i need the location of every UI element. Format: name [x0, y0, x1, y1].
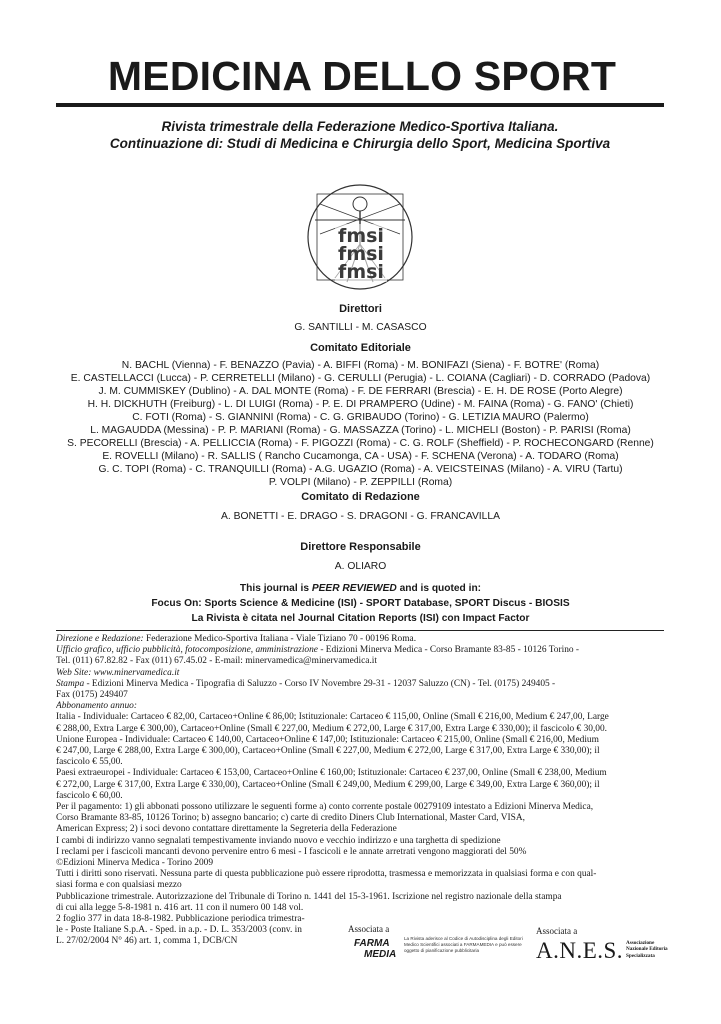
- direttore-responsabile-name: A. OLIARO: [334, 561, 387, 572]
- indexing-line: Focus On: Sports Science & Medicine (ISI) - SPORT Database, SPORT Discus - BIOSIS: [151, 598, 570, 609]
- editorial-board-line: J. M. CUMMISKEY (Dublino) - A. DAL MONTE (Roma) - F. DE FERRARI (Brescia) - E. H. DE ROSE (Porto Alegre): [98, 386, 623, 397]
- imprint-line: [56, 634, 668, 645]
- comitato-redazione-section: [20, 490, 701, 523]
- farmamedia-association: [348, 924, 523, 960]
- subtitle-line-1: Rivista trimestrale della Federazione Medico-Sportiva Italiana.: [161, 119, 559, 134]
- ufficio-text: - Edizioni Minerva Medica - Corso Bramante 83-85 - 10126 Torino -: [317, 645, 580, 656]
- comitato-redazione-heading: Comitato di Redazione: [301, 491, 420, 503]
- editorial-board-line: P. VOLPI (Milano) - P. ZEPPILLI (Roma): [268, 477, 453, 488]
- publication-line: di cui alla legge 5-8-1981 n. 416 art. 11 con il numero 00 148 vol.: [56, 902, 304, 913]
- direttore-responsabile-heading: Direttore Responsabile: [300, 541, 421, 553]
- imprint-line: Fax (0175) 249407: [56, 690, 128, 701]
- quoted-in-text: and is quoted in:: [396, 583, 482, 594]
- notice-line: I reclami per i fascicoli mancanti devono pervenire entro 6 mesi - I fascicoli e le annate arretrati vengono maggiorati del 50%: [56, 846, 527, 857]
- peer-review-line: [20, 581, 701, 596]
- editorial-board-line: G. C. TOPI (Roma) - C. TRANQUILLI (Roma) - A.G. UGAZIO (Roma) - A. VEICSTEINAS (Milano) - A. VIRU (Tartu): [98, 464, 623, 475]
- rights-line: Tutti i diritti sono riservati. Nessuna parte di questa pubblicazione può essere riprodotta, trasmessa e memorizzata in qualsiasi forma e con qual-: [56, 869, 597, 880]
- fmsi-logo: [305, 182, 415, 292]
- imprint-line: [56, 645, 668, 656]
- copyright-line: ©Edizioni Minerva Medica - Torino 2009: [56, 858, 214, 869]
- subscription-line: Paesi extraeuropei - Individuale: Cartaceo € 153,00, Cartaceo+Online € 160,00; Istituzionale: Cartaceo € 237,00, Online (Small € 238,00, Medium: [56, 768, 607, 779]
- subscription-line: Italia - Individuale: Cartaceo € 82,00, Cartaceo+Online € 86,00; Istituzionale: Cartaceo € 115,00, Online (Small € 216,00, Medium € 247,00, Large: [56, 712, 609, 723]
- subscription-line: fascicolo € 60,00.: [56, 790, 123, 801]
- subscription-line: € 272,00, Large € 317,00, Extra Large € 330,00), Cartaceo+Online (Small € 249,00, Medium € 299,00, Large € 349,00, Extra Large € 360,00); il: [56, 779, 600, 790]
- imprint-line: [56, 679, 668, 690]
- stampa-label: Stampa: [56, 678, 85, 689]
- journal-subtitle: [40, 118, 680, 152]
- anes-logo: A.N.E.S.: [536, 938, 624, 963]
- logo-text-top: fmsi: [338, 225, 384, 247]
- logo-text-middle: fmsi: [338, 243, 384, 265]
- publication-line: le - Poste Italiane S.p.A. - Sped. in a.p. - D. L. 353/2003 (conv. in: [56, 925, 302, 936]
- journal-info: [20, 581, 701, 626]
- editorial-board-line: L. MAGAUDDA (Messina) - P. P. MARIANI (Roma) - G. MASSAZZA (Torino) - L. MICHELI (Boston) - P. PARISI (Roma): [90, 425, 631, 436]
- direttori-names: G. SANTILLI - M. CASASCO: [294, 322, 427, 333]
- farmamedia-logo-line-2: MEDIA: [364, 949, 397, 960]
- comitato-editoriale-heading: Comitato Editoriale: [310, 342, 411, 354]
- editorial-board-line: C. FOTI (Roma) - S. GIANNINI (Roma) - C. G. GRIBAUDO (Torino) - G. LETIZIA MAURO (Palermo): [132, 412, 589, 423]
- anes-association: [536, 926, 668, 963]
- editorial-board-line: E. CASTELLACCI (Lucca) - P. CERRETELLI (Milano) - G. CERULLI (Perugia) - L. COIANA (Cagliari) - D. CORRADO (Padova): [70, 373, 651, 384]
- editorial-board-line: E. ROVELLI (Milano) - R. SALLIS ( Rancho Cucamonga, CA - USA) - F. SCHENA (Verona) - A. TODARO (Roma): [102, 451, 619, 462]
- subtitle-line-2: Continuazione di: Studi di Medicina e Chirurgia dello Sport, Medicina Sportiva: [109, 136, 611, 151]
- subscription-line: fascicolo € 55,00.: [56, 757, 123, 768]
- peer-review-text: This journal is: [239, 583, 312, 594]
- imprint-line: Web Site: www.minervamedica.it: [56, 667, 180, 678]
- direttori-section: [20, 302, 701, 334]
- imprint-block: [56, 634, 668, 948]
- publication-line: L. 27/02/2004 N° 46) art. 1, comma 1, DCB/CN: [56, 936, 238, 947]
- peer-reviewed-emphasis: PEER REVIEWED: [311, 583, 397, 594]
- imprint-line: Abbonamento annuo:: [56, 701, 137, 712]
- impact-factor-line: La Rivista è citata nel Journal Citation Reports (ISI) con Impact Factor: [191, 613, 530, 624]
- editorial-board-line: S. PECORELLI (Brescia) - A. PELLICCIA (Roma) - F. PIGOZZI (Roma) - C. G. ROLF (Sheffield) - P. ROCHECONGARD (Renne): [67, 438, 654, 449]
- direttori-heading: Direttori: [339, 303, 382, 315]
- title-rule: [56, 103, 664, 107]
- publication-line: Pubblicazione trimestrale. Autorizzazione del Tribunale di Torino n. 1441 del 15-3-1961. Iscrizione nel registro nazionale della stampa: [56, 891, 562, 902]
- journal-title: MEDICINA DELLO SPORT: [107, 53, 617, 99]
- rights-line: siasi forma e con qualsiasi mezzo: [56, 880, 182, 891]
- publication-line: 2 foglio 377 in data 18-8-1982. Pubblicazione periodica trimestra-: [56, 914, 305, 925]
- redazione-label: Direzione e Redazione:: [56, 634, 144, 644]
- farmamedia-logo-line-1: FARMA: [354, 938, 390, 949]
- section-divider: [56, 630, 664, 631]
- farmamedia-logo: [354, 938, 396, 960]
- notice-line: I cambi di indirizzo vanno segnalati tempestivamente inviando nuovo e vecchio indirizzo e una targhetta di spedizione: [56, 835, 501, 846]
- comitato-redazione-names: A. BONETTI - E. DRAGO - S. DRAGONI - G. FRANCAVILLA: [220, 511, 500, 522]
- farmamedia-note: La Rivista aderisce al Codice di Autodisciplina degli Editori Medico Scientifici associati a FARMAMEDIA e può essere oggetto di pianificazione pubblicitaria: [404, 936, 523, 953]
- subscription-line: Unione Europea - Individuale: Cartaceo € 140,00, Cartaceo+Online € 147,00; Istituzionale: Cartaceo € 215,00, Online (Small € 216,00, Medium: [56, 734, 599, 745]
- comitato-editoriale-list: [20, 359, 701, 489]
- payment-line: Corso Bramante 83-85, 10126 Torino; b) assegno bancario; c) carte di credito Diners Club International, Master Card, VISA,: [56, 813, 525, 824]
- imprint-line: Tel. (011) 67.82.82 - Fax (011) 67.45.02 - E-mail: minervamedica@minervamedica.it: [56, 656, 377, 667]
- redazione-text: Federazione Medico-Sportiva Italiana - Viale Tiziano 70 - 00196 Roma.: [143, 634, 417, 644]
- farmamedia-associated-label: Associata a: [348, 924, 390, 934]
- stampa-text: - Edizioni Minerva Medica - Tipografia di Saluzzo - Corso IV Novembre 29-31 - 12037 Saluzzo (CN) - Tel. (0175) 249405 -: [84, 678, 556, 689]
- logo-text-bottom: fmsi: [338, 261, 384, 283]
- subscription-line: € 288,00, Extra Large € 300,00), Cartaceo+Online (Small € 227,00, Medium € 272,00, Large € 317,00, Extra Large € 330,00); il fascicolo € 30,00.: [56, 723, 608, 734]
- comitato-editoriale-section: [20, 341, 701, 489]
- anes-note: Associazione Nazionale Editoria Specializzata: [626, 940, 668, 959]
- direttore-responsabile-section: [20, 540, 701, 573]
- editorial-board-line: N. BACHL (Vienna) - F. BENAZZO (Pavia) - A. BIFFI (Roma) - M. BONIFAZI (Siena) - F. BOTRE' (Roma): [121, 360, 600, 371]
- ufficio-label: Ufficio grafico, ufficio pubblicità, fotocomposizione, amministrazione: [56, 645, 318, 656]
- payment-line: Per il pagamento: 1) gli abbonati possono utilizzare le seguenti forme a) conto corrente postale 00279109 intestato a Edizioni Minerva Medica,: [56, 802, 594, 813]
- payment-line: American Express; 2) i soci devono contattare direttamente la Segreteria della Federazione: [56, 824, 397, 835]
- subscription-line: € 247,00, Large € 288,00, Extra Large € 300,00), Cartaceo+Online (Small € 227,00, Medium € 272,00, Large € 317,00, Extra Large € 330,00); il: [56, 746, 600, 757]
- editorial-board-line: H. H. DICKHUTH (Freiburg) - L. DI LUIGI (Roma) - P. E. DI PRAMPERO (Udine) - M. FAINA (Roma) - G. FANO' (Chieti): [87, 399, 634, 410]
- anes-associated-label: Associata a: [536, 926, 578, 936]
